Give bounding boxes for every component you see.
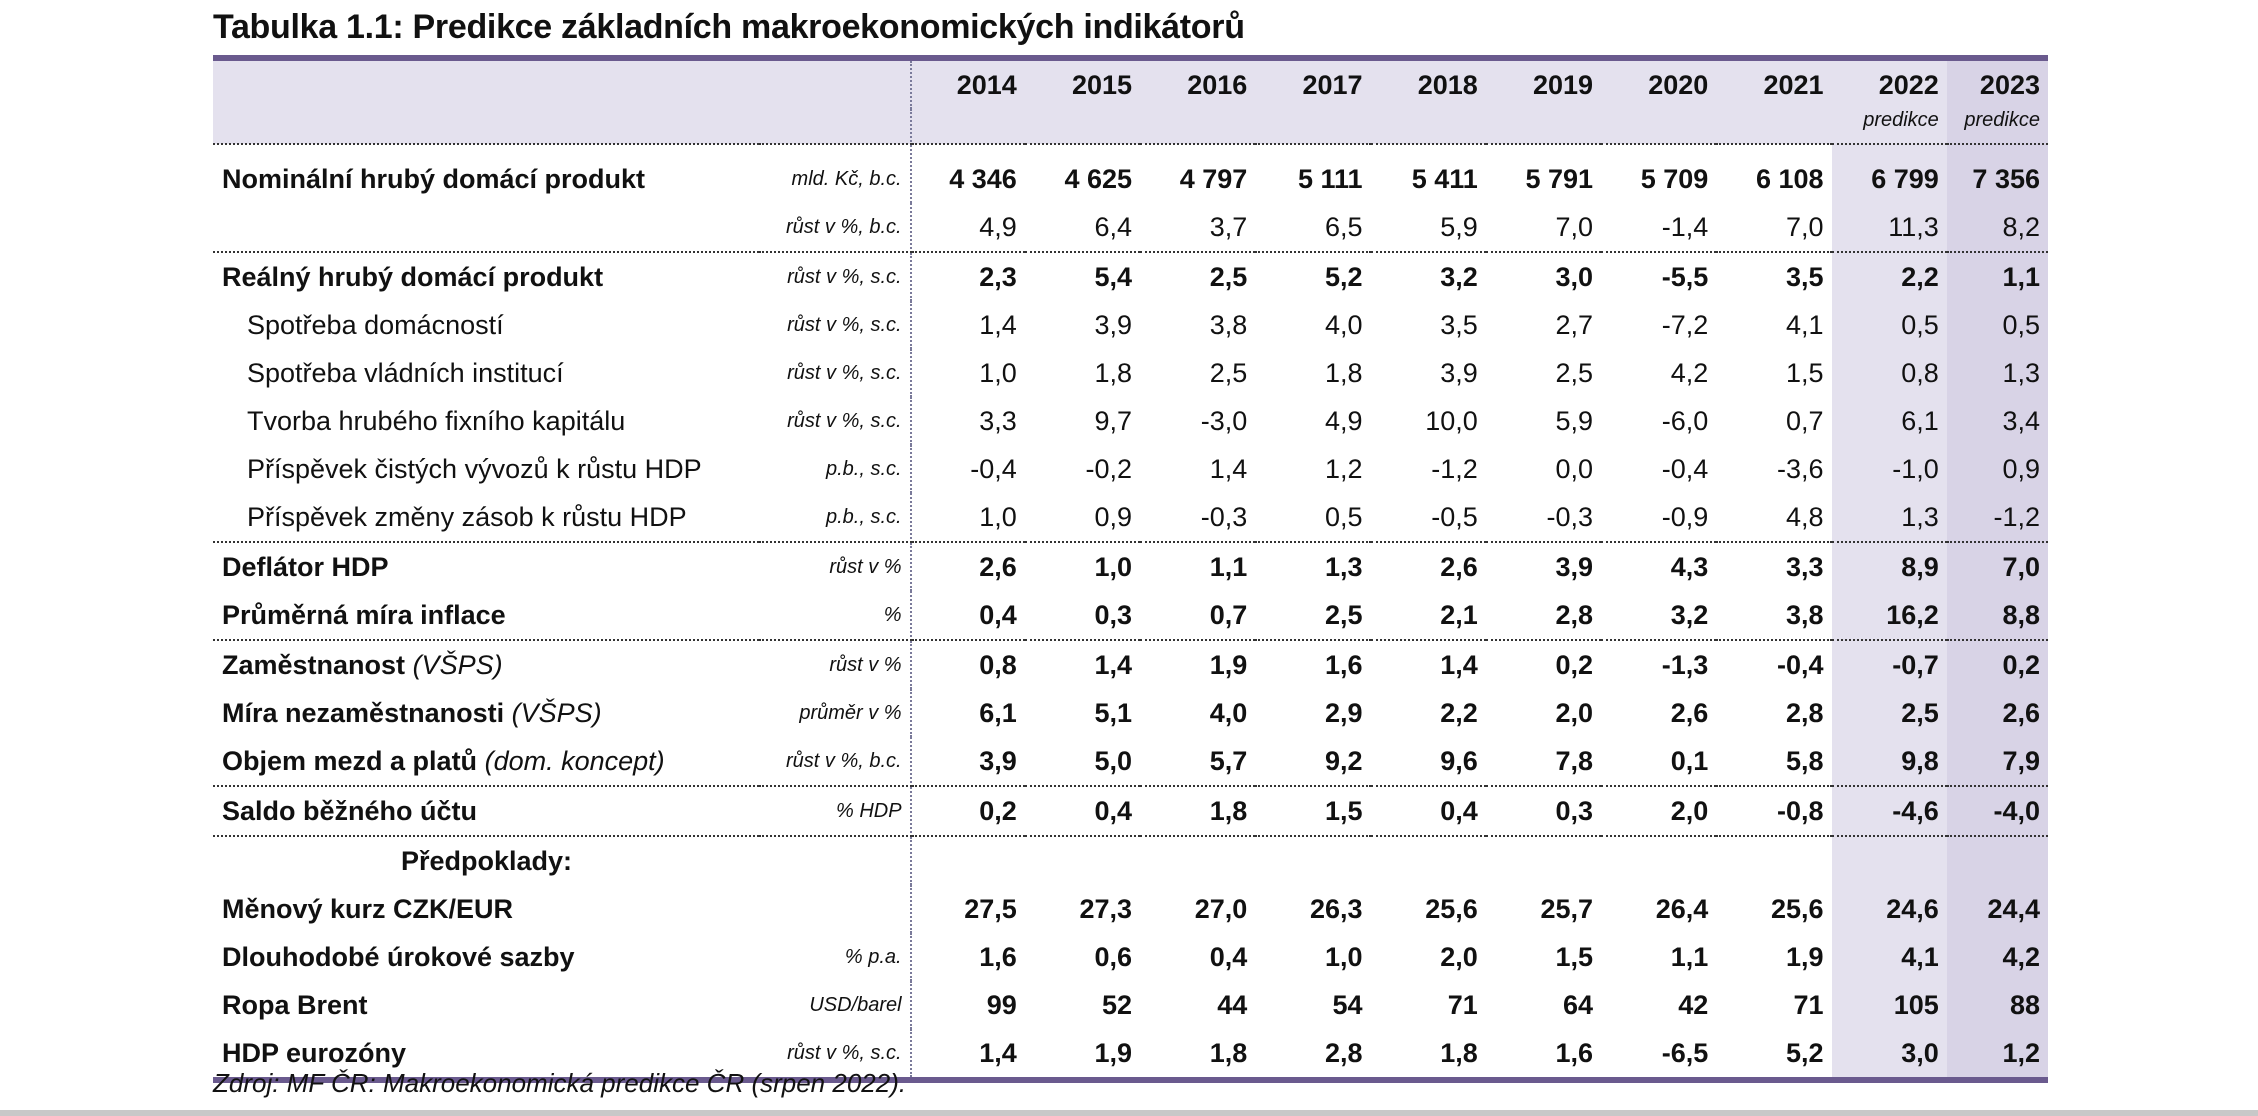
assumption-row (213, 981, 2048, 1029)
table-cell: 54 (1332, 989, 1363, 1020)
table-cell: 88 (1947, 981, 2048, 1029)
table-cell: -0,4 (1777, 649, 1824, 680)
table-cell: 7,0 (1947, 542, 2048, 591)
table-cell: 5 111 (1297, 163, 1363, 194)
table-cell: 4,9 (1325, 405, 1363, 436)
row-label-note: (dom. koncept) (484, 745, 665, 776)
row-unit: růst v %, b.c. (759, 203, 911, 252)
table-cell: 0,7 (1140, 591, 1255, 640)
header-predikce-row (213, 109, 2048, 144)
table-cell: -4,6 (1832, 786, 1947, 836)
row-label-text: Reálný hrubý domácí produkt (222, 261, 604, 292)
table-row (213, 542, 2048, 591)
table-cell: 1,8 (1094, 357, 1133, 388)
table-cell: 2,5 (1209, 261, 1248, 292)
row-label-text: Spotřeba domácností (247, 309, 504, 340)
table-cell: 1,1 (1947, 252, 2048, 301)
table-cell: 0,0 (1555, 453, 1594, 484)
table-row (213, 349, 2048, 397)
row-label-note: (VŠPS) (412, 649, 503, 680)
table-cell: 2,2 (1440, 697, 1478, 728)
table-cell (1832, 836, 1947, 885)
table-cell: 1,5 (1786, 357, 1824, 388)
row-unit: p.b., s.c. (759, 493, 911, 542)
row-label (213, 640, 759, 689)
table-cell: 5,2 (1786, 1037, 1824, 1068)
table-cell: -0,5 (1371, 493, 1486, 542)
table-row (213, 737, 2048, 786)
table-cell: 8,9 (1832, 542, 1947, 591)
table-cell: 3,0 (1832, 1029, 1947, 1080)
table-cell: 2,3 (979, 261, 1017, 292)
table-cell: 1,3 (1325, 551, 1363, 582)
table-cell: 1,8 (1325, 357, 1363, 388)
predikce-label: predikce (1947, 109, 2048, 144)
table-cell: 3,2 (1440, 261, 1478, 292)
table-cell: 42 (1678, 989, 1709, 1020)
table-cell: 24,6 (1832, 885, 1947, 933)
table-cell (1947, 836, 2048, 885)
table-cell: 4,8 (1716, 493, 1831, 542)
table-cell: 5,7 (1140, 737, 1255, 786)
table-cell: 1,8 (1209, 1037, 1248, 1068)
row-label-text: Tvorba hrubého fixního kapitálu (247, 405, 626, 436)
table-cell: 3,9 (1440, 357, 1478, 388)
row-label-note: (VŠPS) (511, 697, 602, 728)
table-cell: 0,5 (1255, 493, 1370, 542)
row-label (213, 144, 759, 203)
table-cell: 27,0 (1194, 893, 1248, 924)
table-cell: -7,2 (1661, 309, 1709, 340)
table-cell: 1,8 (1440, 1037, 1478, 1068)
table-cell: 9,8 (1832, 737, 1947, 786)
table-cell: 3,5 (1440, 309, 1478, 340)
table-cell: 1,5 (1255, 786, 1370, 836)
table-cell: 9,2 (1255, 737, 1370, 786)
table-cell: 3,8 (1209, 309, 1248, 340)
assumptions-title-row (213, 836, 2048, 885)
table-title: Tabulka 1.1: Predikce základních makroekonomických indikátorů (213, 8, 1245, 46)
table-cell: 3,8 (1716, 591, 1831, 640)
table-cell: 1,0 (1325, 941, 1363, 972)
table-cell: 44 (1217, 989, 1248, 1020)
table-row (213, 144, 2048, 203)
table-cell: 71 (1793, 989, 1824, 1020)
table-cell: 1,5 (1555, 941, 1594, 972)
table-cell: -0,4 (970, 453, 1017, 484)
table-cell: 1,9 (1786, 941, 1824, 972)
table-cell: 1,1 (1209, 551, 1248, 582)
table-cell: 5 411 (1411, 163, 1478, 194)
table-row (213, 203, 2048, 252)
table-cell: 25,7 (1540, 893, 1594, 924)
table-cell: 1,6 (1555, 1037, 1594, 1068)
table-cell: 0,8 (979, 649, 1017, 680)
year-header: 2020 (1601, 58, 1716, 109)
table-cell: 25,6 (1425, 893, 1478, 924)
row-label (213, 445, 759, 493)
table-cell: 3,2 (1601, 591, 1716, 640)
table-cell: 64 (1563, 989, 1594, 1020)
table-cell: 6 108 (1755, 163, 1824, 194)
table-cell: 0,6 (1094, 941, 1133, 972)
table-cell: 6,1 (1832, 397, 1947, 445)
table-row (213, 640, 2048, 689)
table-cell: 3,5 (1786, 261, 1824, 292)
header-blank (1716, 109, 1831, 144)
row-label (213, 203, 759, 252)
table-cell: 7,8 (1486, 737, 1601, 786)
table-cell: 2,6 (1670, 697, 1709, 728)
table-cell: -1,2 (1947, 493, 2048, 542)
table-row (213, 786, 2048, 836)
table-cell: 99 (986, 989, 1017, 1020)
table-cell (1140, 836, 1255, 885)
table-cell: 5 791 (1525, 163, 1594, 194)
table-cell: 0,4 (911, 591, 1025, 640)
row-label: Ropa Brent (222, 989, 368, 1020)
row-label (213, 252, 759, 301)
assumption-row (213, 933, 2048, 981)
table-cell: 4 346 (949, 163, 1017, 194)
row-unit: růst v %, s.c. (759, 397, 911, 445)
row-label-text: Průměrná míra inflace (222, 599, 506, 630)
table-cell: -0,7 (1832, 640, 1947, 689)
table-row (213, 301, 2048, 349)
table-cell: 0,4 (1371, 786, 1486, 836)
row-label (213, 737, 759, 786)
row-label: HDP eurozóny (222, 1037, 407, 1068)
table-cell: 1,9 (1209, 649, 1248, 680)
table-cell: 2,5 (1555, 357, 1594, 388)
table-cell: 3,9 (1555, 551, 1594, 582)
table-cell (1371, 836, 1486, 885)
table-cell: 1,2 (1325, 453, 1363, 484)
table-cell: 1,4 (979, 1037, 1017, 1068)
table-cell: 71 (1447, 989, 1478, 1020)
row-label-text: Příspěvek změny zásob k růstu HDP (247, 501, 687, 532)
table-cell: 5,4 (1094, 261, 1133, 292)
table-cell: 0,3 (1486, 786, 1601, 836)
row-label-text: Příspěvek čistých vývozů k růstu HDP (247, 453, 702, 484)
table-cell: -0,9 (1601, 493, 1716, 542)
table-cell: 1,2 (1947, 1029, 2048, 1080)
table-cell: 2,5 (1832, 689, 1947, 737)
row-label (213, 301, 759, 349)
table-cell: 0,5 (1947, 301, 2048, 349)
table-cell: 0,2 (1947, 640, 2048, 689)
source-note: Zdroj: MF ČR: Makroekonomická predikce ČR (srpen 2022). (213, 1068, 907, 1098)
year-header: 2016 (1140, 58, 1255, 109)
table-cell: 0,7 (1786, 405, 1824, 436)
table-cell: 7 356 (1947, 144, 2048, 203)
header-blank (1371, 109, 1486, 144)
table-cell: 2,2 (1832, 252, 1947, 301)
row-label-text: Spotřeba vládních institucí (247, 357, 564, 388)
assumptions-title: Předpoklady: (400, 845, 572, 876)
row-label (213, 397, 759, 445)
table-cell: 0,5 (1832, 301, 1947, 349)
table-cell: 2,7 (1555, 309, 1594, 340)
table-cell: 4,1 (1832, 933, 1947, 981)
table-cell: 1,6 (1325, 649, 1363, 680)
table-cell: 0,9 (1025, 493, 1140, 542)
table-cell: 4,1 (1786, 309, 1824, 340)
table-cell (1601, 836, 1716, 885)
row-label (213, 591, 759, 640)
table-cell: 1,0 (979, 357, 1017, 388)
row-unit: růst v %, b.c. (759, 737, 911, 786)
header-blank (213, 58, 759, 109)
table-cell: 3,4 (1947, 397, 2048, 445)
row-label (213, 493, 759, 542)
year-header: 2021 (1716, 58, 1831, 109)
table-cell: 4 625 (1064, 163, 1133, 194)
row-unit: USD/barel (759, 981, 911, 1029)
table-cell: 4 797 (1179, 163, 1248, 194)
table-cell: 4,0 (1209, 697, 1248, 728)
row-label-text: Nominální hrubý domácí produkt (222, 163, 646, 194)
table-cell: 27,3 (1079, 893, 1133, 924)
table-cell: -1,4 (1601, 203, 1716, 252)
table-cell: -1,2 (1431, 453, 1478, 484)
row-label-text: Deflátor HDP (222, 551, 389, 582)
table-cell: 2,0 (1555, 697, 1594, 728)
table-cell: 5,1 (1094, 697, 1133, 728)
table-cell: 1,0 (1094, 551, 1133, 582)
table-cell: 7,9 (1947, 737, 2048, 786)
table-cell: 9,6 (1371, 737, 1486, 786)
table-cell: -6,0 (1661, 405, 1709, 436)
table-cell: 0,4 (1025, 786, 1140, 836)
table-cell: 1,4 (1440, 649, 1478, 680)
table-cell: 6,1 (979, 697, 1017, 728)
row-label (213, 786, 759, 836)
table-cell: 3,0 (1555, 261, 1594, 292)
table-cell: 5,9 (1371, 203, 1486, 252)
table-cell (1716, 836, 1831, 885)
table-cell: 1,6 (979, 941, 1017, 972)
table-cell: 2,8 (1786, 697, 1824, 728)
table-cell: 5,9 (1555, 405, 1594, 436)
table-cell: 2,6 (979, 551, 1017, 582)
table-cell: -4,0 (1947, 786, 2048, 836)
table-cell: 0,2 (911, 786, 1025, 836)
header-blank (213, 109, 759, 144)
row-unit: růst v % (759, 542, 911, 591)
row-label-text: Míra nezaměstnanosti (222, 697, 505, 728)
header-blank (1255, 109, 1370, 144)
table-cell: 7,0 (1486, 203, 1601, 252)
header-years-row (213, 58, 2048, 109)
table-cell: 2,5 (1255, 591, 1370, 640)
header-blank (911, 109, 1025, 144)
table-cell: 3,3 (1786, 551, 1824, 582)
table-cell (1025, 836, 1140, 885)
table-cell: 24,4 (1947, 885, 2048, 933)
table-cell: -0,3 (1140, 493, 1255, 542)
predikce-label: predikce (1832, 109, 1947, 144)
table-cell: 1,4 (979, 309, 1017, 340)
row-label: Měnový kurz CZK/EUR (222, 893, 514, 924)
row-unit: % (759, 591, 911, 640)
table-cell: 4,2 (1670, 357, 1709, 388)
table-cell: -0,8 (1716, 786, 1831, 836)
header-blank (1025, 109, 1140, 144)
table-cell: 2,8 (1486, 591, 1601, 640)
table-cell: 1,4 (1209, 453, 1248, 484)
table-cell: 1,1 (1670, 941, 1709, 972)
table-cell: 1,0 (911, 493, 1025, 542)
table-cell: 8,8 (1947, 591, 2048, 640)
header-blank-unit (759, 58, 911, 109)
table-cell: 2,1 (1371, 591, 1486, 640)
table-cell: 0,8 (1832, 349, 1947, 397)
row-label (213, 689, 759, 737)
row-unit: růst v %, s.c. (759, 301, 911, 349)
header-blank (1601, 109, 1716, 144)
table-cell: 27,5 (964, 893, 1017, 924)
table-cell: 2,6 (1947, 689, 2048, 737)
table-cell: 1,4 (1094, 649, 1133, 680)
macro-indicators-table (213, 55, 2048, 1083)
table-cell: 0,9 (1947, 445, 2048, 493)
table-cell: 4,2 (1947, 933, 2048, 981)
header-blank-unit (759, 109, 911, 144)
row-unit: průměr v % (759, 689, 911, 737)
row-unit: růst v % (759, 640, 911, 689)
row-unit: růst v %, s.c. (759, 252, 911, 301)
row-label (213, 542, 759, 591)
row-label-text: Zaměstnanost (222, 649, 406, 680)
table-cell: 10,0 (1425, 405, 1478, 436)
table-cell: 9,7 (1094, 405, 1133, 436)
row-unit (759, 885, 911, 933)
bottom-divider (0, 1110, 2258, 1116)
table-row (213, 493, 2048, 542)
table-cell: 11,3 (1832, 203, 1947, 252)
table-cell: 26,4 (1655, 893, 1709, 924)
table-cell: -1,3 (1661, 649, 1709, 680)
table-cell: 3,9 (1094, 309, 1133, 340)
row-unit: růst v %, s.c. (759, 349, 911, 397)
table-cell (1486, 836, 1601, 885)
table-cell: -0,3 (1486, 493, 1601, 542)
assumption-row (213, 885, 2048, 933)
row-label (213, 349, 759, 397)
table-cell: 5,2 (1325, 261, 1363, 292)
table-cell: 3,9 (911, 737, 1025, 786)
table-cell: 4,3 (1670, 551, 1709, 582)
header-blank (1140, 109, 1255, 144)
row-label-text: Saldo běžného účtu (222, 795, 478, 826)
table-cell: 1,9 (1094, 1037, 1133, 1068)
table-cell: -6,5 (1661, 1037, 1709, 1068)
table-cell: -5,5 (1661, 261, 1709, 292)
table-cell: 4,0 (1325, 309, 1363, 340)
table-cell: -0,2 (1085, 453, 1133, 484)
table-cell: 1,3 (1947, 349, 2048, 397)
table-cell: 6 799 (1832, 144, 1947, 203)
table-cell: 0,3 (1025, 591, 1140, 640)
table-cell: -0,4 (1661, 453, 1709, 484)
table-cell: 2,0 (1601, 786, 1716, 836)
table-cell: 1,8 (1140, 786, 1255, 836)
year-header: 2014 (911, 58, 1025, 109)
row-unit: p.b., s.c. (759, 445, 911, 493)
table-cell: 16,2 (1832, 591, 1947, 640)
row-unit: % p.a. (759, 933, 911, 981)
year-header: 2018 (1371, 58, 1486, 109)
table-cell: 6,5 (1255, 203, 1370, 252)
table-cell: 2,0 (1440, 941, 1478, 972)
table-row (213, 591, 2048, 640)
table-row (213, 397, 2048, 445)
row-unit: růst v %, s.c. (759, 1029, 911, 1080)
table-cell: 4,9 (911, 203, 1025, 252)
row-unit: % HDP (759, 786, 911, 836)
table-cell: 25,6 (1771, 893, 1824, 924)
row-unit (759, 836, 911, 885)
table-cell: -3,0 (1200, 405, 1248, 436)
table-row (213, 445, 2048, 493)
table-cell: 5 709 (1640, 163, 1709, 194)
table-cell: 1,3 (1832, 493, 1947, 542)
table-cell: 52 (1102, 989, 1133, 1020)
table-cell: 8,2 (1947, 203, 2048, 252)
table-cell: 2,6 (1440, 551, 1478, 582)
table-cell: 26,3 (1310, 893, 1363, 924)
table-row (213, 689, 2048, 737)
year-header: 2023 (1947, 58, 2048, 109)
table-cell (1255, 836, 1370, 885)
table-cell: 3,7 (1140, 203, 1255, 252)
table-cell: 3,3 (979, 405, 1017, 436)
year-header: 2017 (1255, 58, 1370, 109)
table-cell: 2,9 (1325, 697, 1363, 728)
table-cell: 0,1 (1601, 737, 1716, 786)
table-cell: 105 (1832, 981, 1947, 1029)
row-label-text: Objem mezd a platů (222, 745, 478, 776)
table-cell: -1,0 (1832, 445, 1947, 493)
row-label: Dlouhodobé úrokové sazby (222, 941, 575, 972)
table-row (213, 252, 2048, 301)
table-cell: 0,2 (1555, 649, 1594, 680)
table-cell: 2,5 (1209, 357, 1248, 388)
table-cell: 5,8 (1716, 737, 1831, 786)
table-cell: 2,8 (1325, 1037, 1363, 1068)
year-header: 2019 (1486, 58, 1601, 109)
year-header: 2022 (1832, 58, 1947, 109)
table-cell (911, 836, 1025, 885)
table-cell: 6,4 (1025, 203, 1140, 252)
year-header: 2015 (1025, 58, 1140, 109)
row-unit: mld. Kč, b.c. (759, 144, 911, 203)
table-cell: 0,4 (1209, 941, 1248, 972)
header-blank (1486, 109, 1601, 144)
table-cell: 7,0 (1716, 203, 1831, 252)
table-cell: 5,0 (1025, 737, 1140, 786)
table-cell: -3,6 (1777, 453, 1824, 484)
